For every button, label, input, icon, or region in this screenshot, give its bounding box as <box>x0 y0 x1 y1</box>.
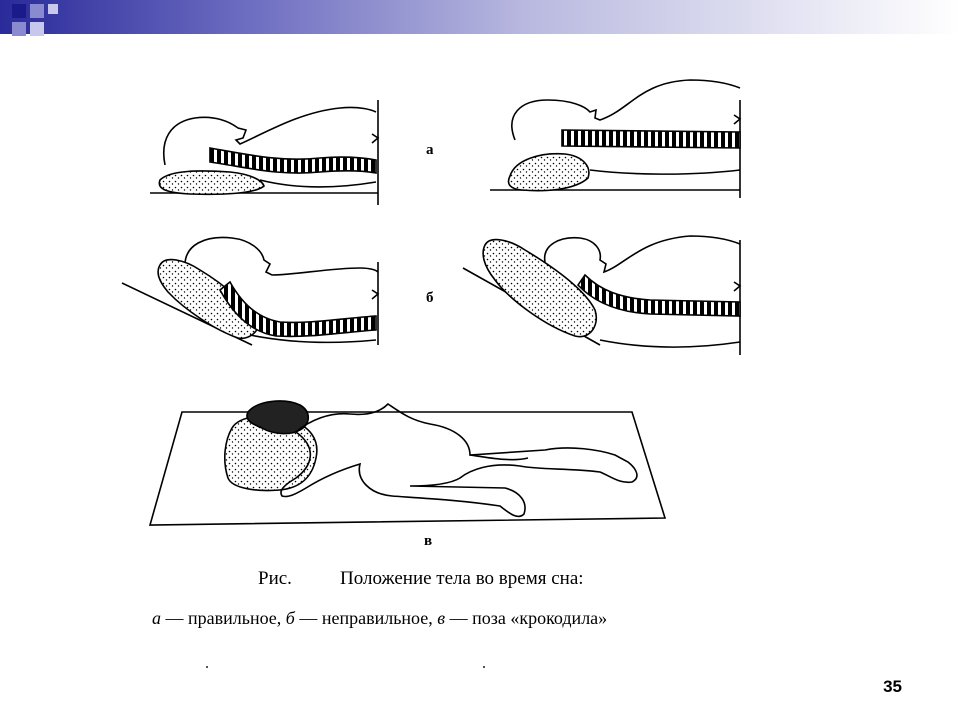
caption-text-b: — неправильное, <box>294 608 438 628</box>
figure-a-right <box>490 80 740 198</box>
label-a: а <box>426 142 434 158</box>
figure-b-right <box>463 236 740 355</box>
caption-letter-v: в <box>437 608 446 628</box>
page-number: 35 <box>883 677 902 696</box>
scan-speck <box>206 666 208 668</box>
label-b: б <box>426 290 434 306</box>
caption-text-a: — правильное, <box>161 608 286 628</box>
caption-text-v: — поза «крокодила» <box>445 608 608 628</box>
caption-letter-b: б <box>285 608 295 628</box>
caption-legend <box>152 608 607 629</box>
scan-speck <box>483 666 485 668</box>
figure-b-left <box>122 237 378 345</box>
label-v: в <box>424 533 433 549</box>
caption-prefix: Рис. <box>258 568 292 589</box>
caption-title <box>258 568 584 590</box>
figure-a-left <box>150 100 378 205</box>
figure-v-crocodile <box>150 401 665 525</box>
caption-letter-a: а <box>152 608 161 628</box>
caption-title-text: Положение тела во время сна: <box>340 568 584 589</box>
